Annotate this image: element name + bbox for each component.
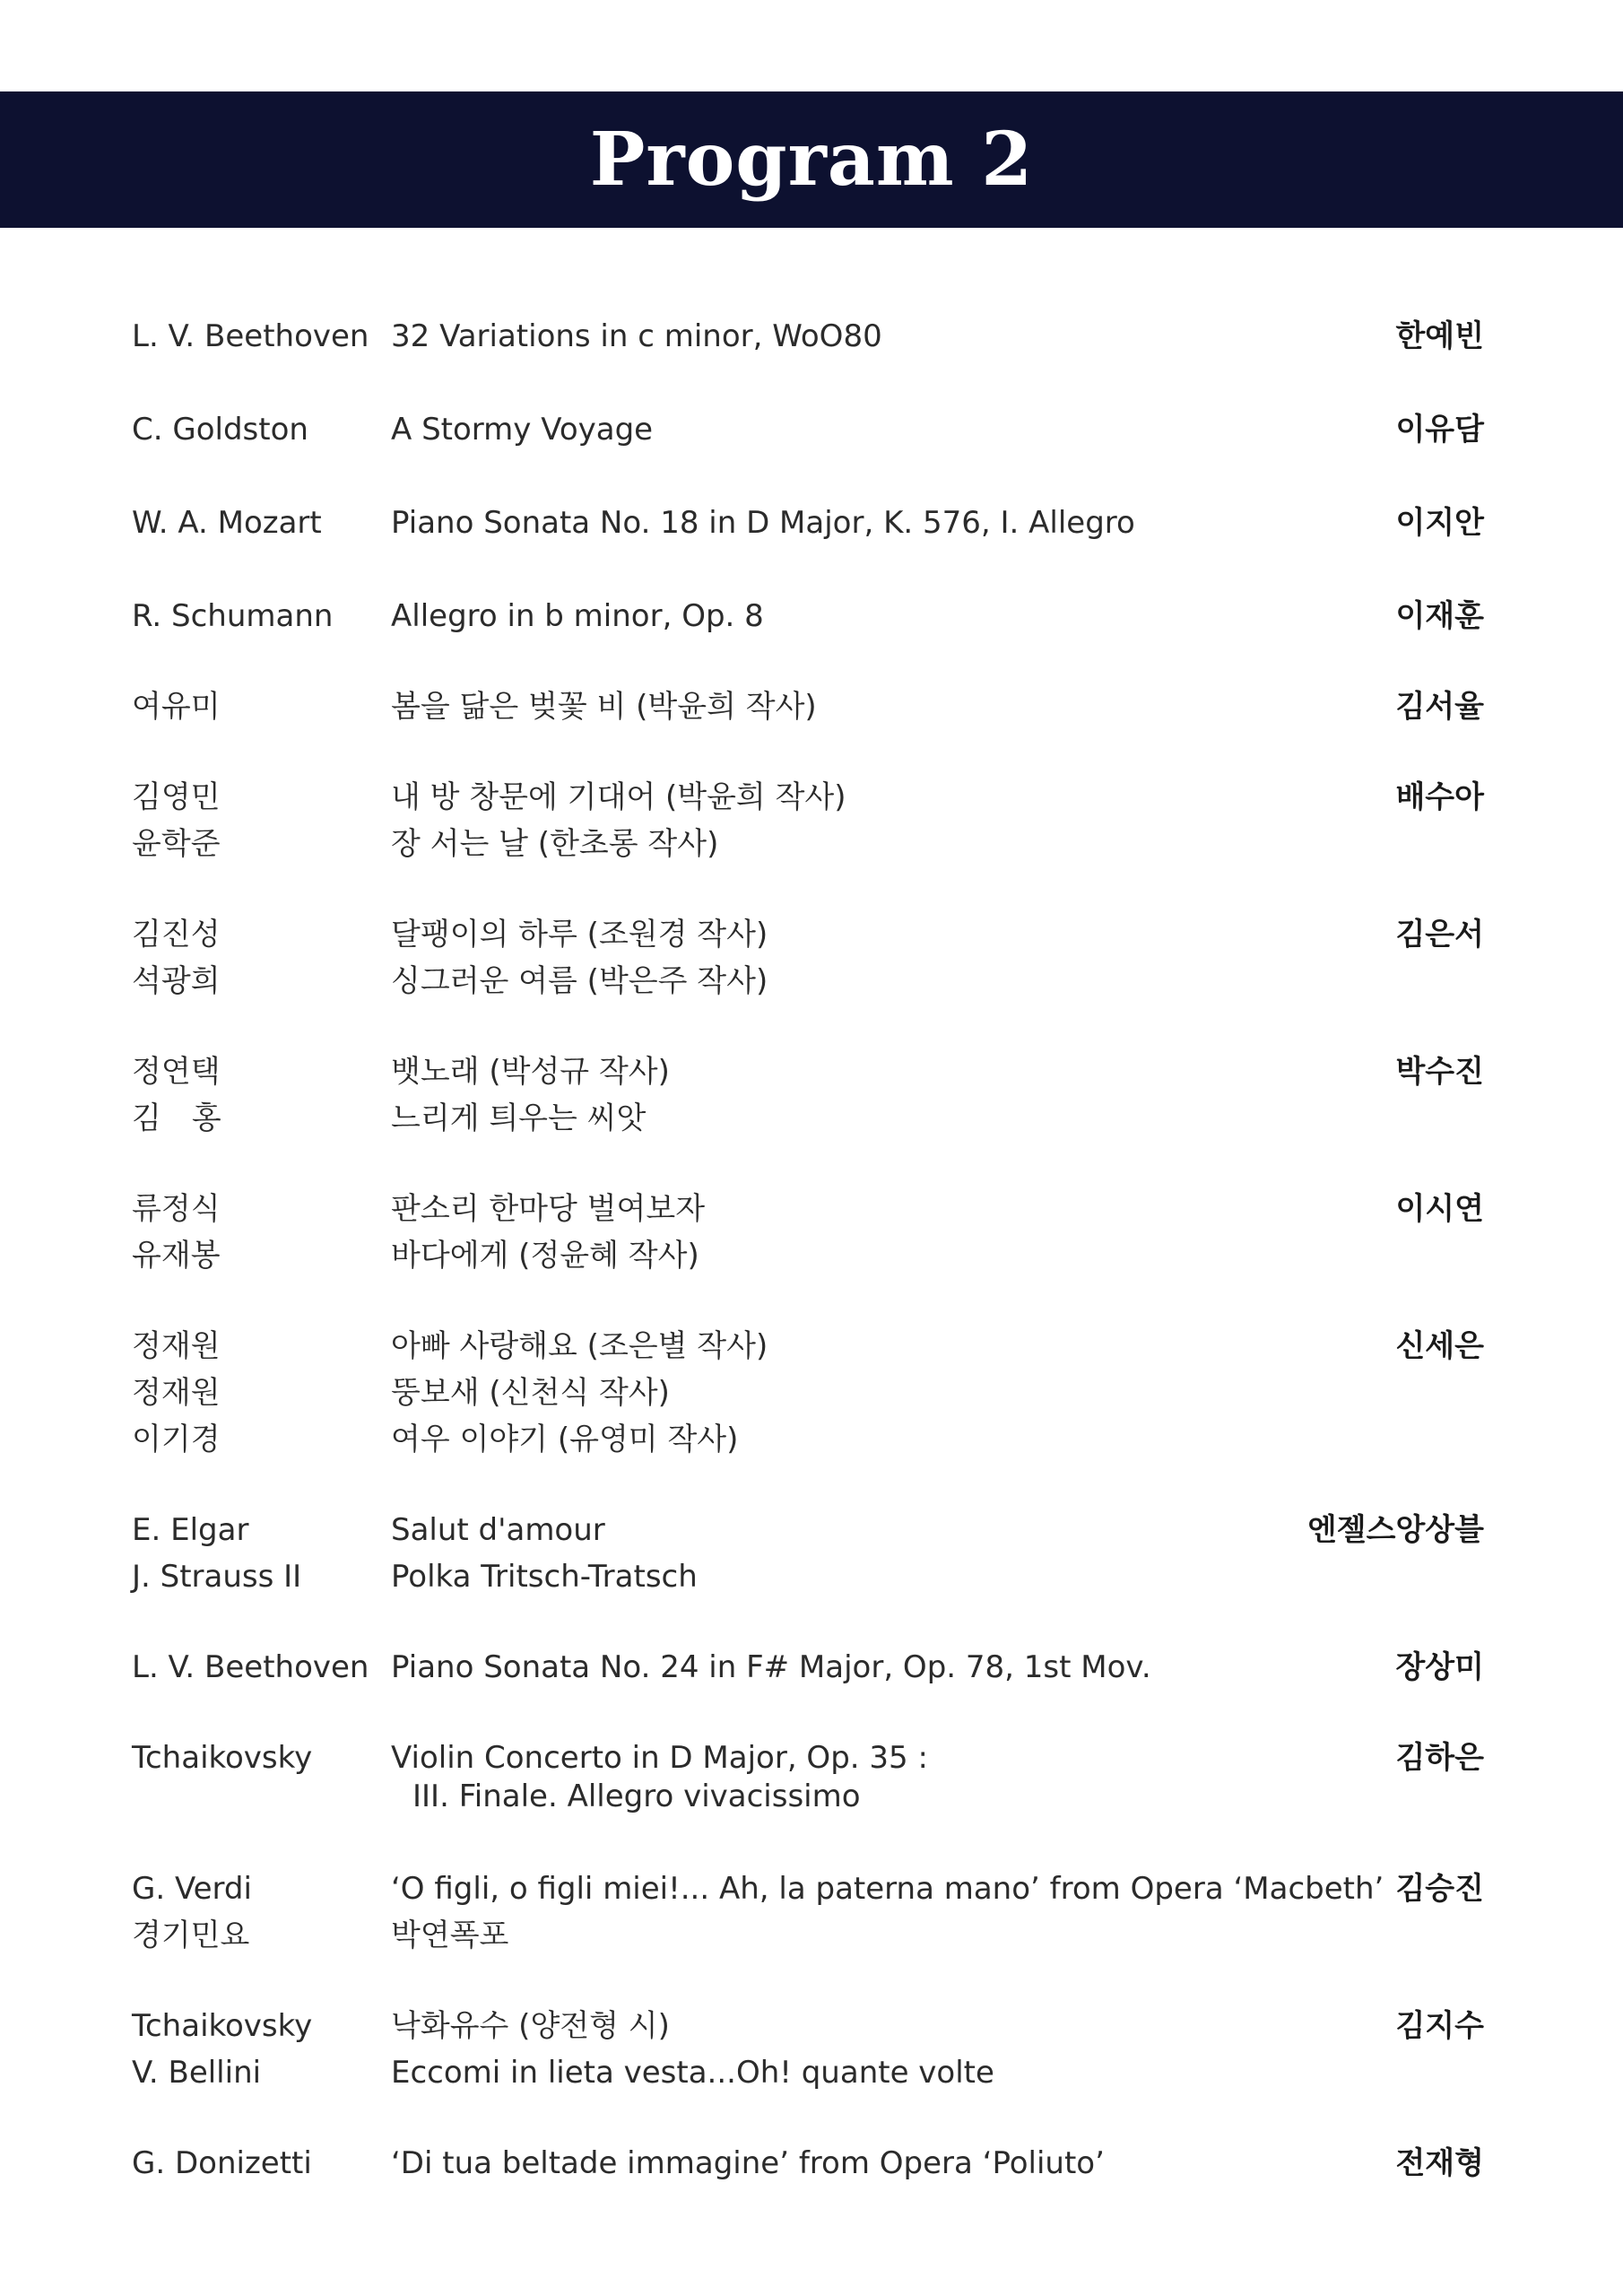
piece-title: Allegro in b minor, Op. 8 [391, 598, 764, 634]
piece-title: Piano Sonata No. 24 in F# Major, Op. 78, 1st Mov. [391, 1649, 1151, 1685]
composer: Tchaikovsky [132, 1740, 313, 1776]
piece-title: 봄을 닮은 벚꽃 비 (박윤희 작사) [391, 689, 817, 725]
piece-title: Violin Concerto in D Major, Op. 35 : [391, 1740, 928, 1776]
performer: 엔젤스앙상블 [1306, 1512, 1484, 1548]
program-line [0, 821, 1623, 867]
program-line [0, 1095, 1623, 1142]
program-line [0, 2140, 1623, 2187]
composer: C. Goldston [132, 412, 308, 448]
piece-title: Piano Sonata No. 18 in D Major, K. 576, I. Allegro [391, 505, 1135, 541]
program-line [0, 911, 1623, 958]
program-line [0, 1232, 1623, 1279]
composer: 이기경 [132, 1422, 221, 1457]
performer: 김승진 [1395, 1871, 1484, 1907]
program-line [0, 1553, 1623, 1600]
program-line [0, 406, 1623, 453]
composer: R. Schumann [132, 598, 334, 634]
performer: 김은서 [1395, 917, 1484, 952]
performer: 배수아 [1395, 779, 1484, 815]
performer: 이시연 [1395, 1191, 1484, 1227]
performer: 김지수 [1395, 2008, 1484, 2044]
piece-title: 아빠 사랑해요 (조은별 작사) [391, 1328, 768, 1364]
composer: 경기민요 [132, 1918, 250, 1953]
composer: G. Verdi [132, 1871, 252, 1907]
composer: V. Bellini [132, 2055, 262, 2091]
composer: L. V. Beethoven [132, 318, 369, 354]
piece-title: 뚱보새 (신천식 작사) [391, 1375, 670, 1411]
program-line [0, 1866, 1623, 1912]
performer: 전재형 [1395, 2145, 1484, 2181]
composer: 김영민 [132, 779, 221, 815]
program-line [0, 593, 1623, 639]
program-line [0, 1773, 1623, 1820]
program-line [0, 1912, 1623, 1959]
composer: 정재원 [132, 1328, 221, 1364]
composer: J. Strauss II [132, 1559, 302, 1595]
piece-title: ‘O figli, o figli miei!... Ah, la paterna mano’ from Opera ‘Macbeth’ [391, 1871, 1384, 1907]
performer: 김하은 [1395, 1740, 1484, 1776]
composer: W. A. Mozart [132, 505, 322, 541]
program-line [0, 1048, 1623, 1095]
piece-title: 낙화유수 (양전형 시) [391, 2008, 670, 2044]
piece-title: Eccomi in lieta vesta...Oh! quante volte [391, 2055, 994, 2091]
performer: 장상미 [1395, 1649, 1484, 1685]
piece-title: 박연폭포 [391, 1918, 509, 1953]
program-line [0, 958, 1623, 1004]
title-banner [0, 91, 1623, 228]
piece-title: 뱃노래 (박성규 작사) [391, 1054, 670, 1090]
piece-title: 내 방 창문에 기대어 (박윤희 작사) [391, 779, 846, 815]
composer: 석광희 [132, 963, 221, 999]
program-line [0, 1644, 1623, 1691]
piece-title: 느리게 틔우는 씨앗 [391, 1100, 647, 1136]
composer: 정재원 [132, 1375, 221, 1411]
program-line [0, 2049, 1623, 2096]
program-line [0, 1370, 1623, 1416]
composer: 류정식 [132, 1191, 221, 1227]
piece-title: 바다에게 (정윤혜 작사) [391, 1238, 699, 1274]
piece-title: Polka Tritsch-Tratsch [391, 1559, 698, 1595]
performer: 박수진 [1395, 1054, 1484, 1090]
composer: L. V. Beethoven [132, 1649, 369, 1685]
performer: 신세은 [1395, 1328, 1484, 1364]
composer: Tchaikovsky [132, 2008, 313, 2044]
piece-title: 32 Variations in c minor, WoO80 [391, 318, 882, 354]
composer: 김진성 [132, 917, 221, 952]
piece-title: Salut d'amour [391, 1512, 605, 1548]
performer: 이지안 [1395, 505, 1484, 541]
piece-title: 장 서는 날 (한초롱 작사) [391, 826, 719, 862]
piece-title: III. Finale. Allegro vivacissimo [412, 1779, 861, 1814]
program-line [0, 683, 1623, 730]
performer: 김서율 [1395, 689, 1484, 725]
program-line [0, 774, 1623, 821]
program-line [0, 500, 1623, 546]
program-line [0, 1507, 1623, 1553]
performer: 이유담 [1395, 412, 1484, 448]
piece-title: ‘Di tua beltade immagine’ from Opera ‘Poliuto’ [391, 2145, 1105, 2181]
composer: 윤학준 [132, 826, 221, 862]
piece-title: 판소리 한마당 벌여보자 [391, 1191, 706, 1227]
program-line [0, 1323, 1623, 1370]
program-line [0, 1416, 1623, 1463]
composer: 여유미 [132, 689, 221, 725]
composer: 김 홍 [132, 1100, 221, 1136]
piece-title: 싱그러운 여름 (박은주 작사) [391, 963, 768, 999]
piece-title: 여우 이야기 (유영미 작사) [391, 1422, 739, 1457]
composer: G. Donizetti [132, 2145, 312, 2181]
page-title: Program 2 [589, 117, 1034, 203]
program-line [0, 1186, 1623, 1232]
performer: 이재훈 [1395, 598, 1484, 634]
composer: E. Elgar [132, 1512, 249, 1548]
piece-title: A Stormy Voyage [391, 412, 654, 448]
performer: 한예빈 [1395, 318, 1484, 354]
composer: 유재봉 [132, 1238, 221, 1274]
program-line [0, 313, 1623, 360]
piece-title: 달팽이의 하루 (조원경 작사) [391, 917, 768, 952]
program-line [0, 2003, 1623, 2049]
composer: 정연택 [132, 1054, 221, 1090]
